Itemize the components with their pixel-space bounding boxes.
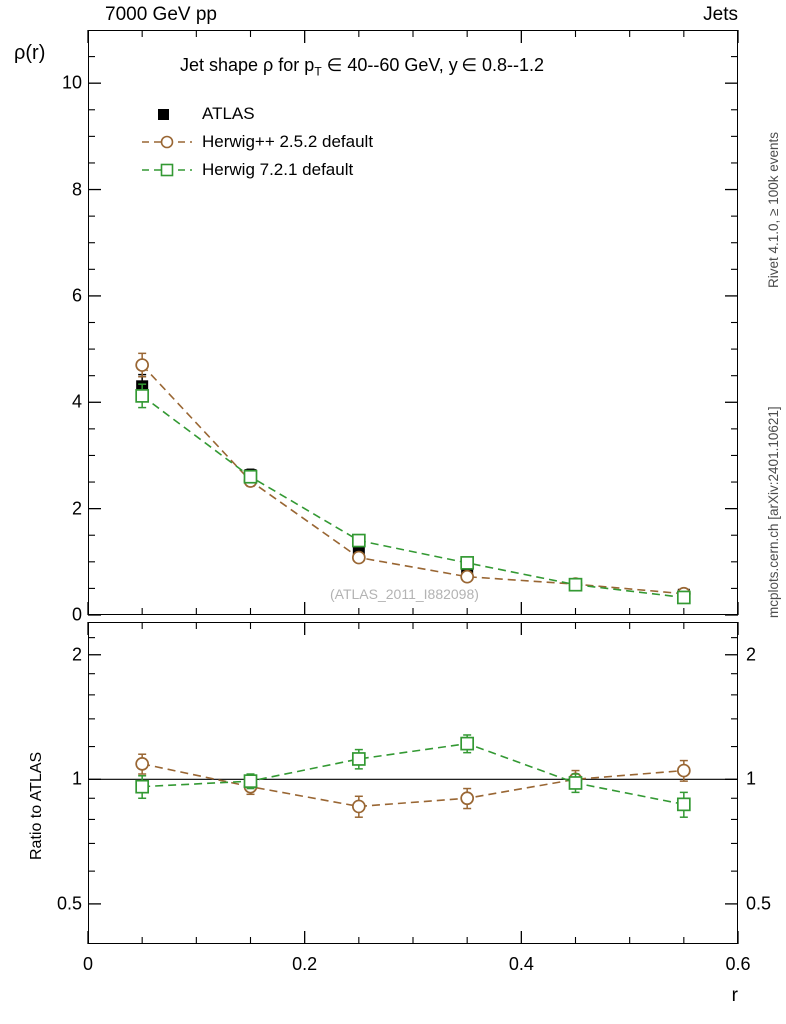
header-left-label: 7000 GeV pp xyxy=(105,4,217,25)
y-tick-label-ratio-left-0: 0.5 xyxy=(56,893,82,914)
y-tick-label-main-4: 8 xyxy=(71,179,82,200)
x-axis-label: r xyxy=(731,985,738,1006)
x-tick-label-1: 0.2 xyxy=(292,954,318,974)
mcplots-source-caption: mcplots.cern.ch [arXiv:2401.10621] xyxy=(766,406,781,618)
x-tick-label-0: 0 xyxy=(82,954,94,974)
y-tick-label-ratio-left-2: 2 xyxy=(71,644,82,665)
legend-item-herwig7 xyxy=(140,156,373,184)
y-tick-label-main-2: 4 xyxy=(71,391,82,412)
y-tick-label-main-1: 2 xyxy=(71,498,82,519)
x-tick-label-2: 0.4 xyxy=(508,954,534,974)
legend-marker-herwigpp xyxy=(140,132,194,152)
y-tick-label-ratio-right-1: 1 xyxy=(746,768,757,789)
legend-item-herwigpp xyxy=(140,128,373,156)
y-tick-label-ratio-right-0: 0.5 xyxy=(746,893,772,914)
y-tick-label-ratio-left-1: 1 xyxy=(71,768,82,789)
legend-label-herwigpp: Herwig++ 2.5.2 default xyxy=(202,132,374,151)
y-tick-label-ratio-right-2: 2 xyxy=(746,644,757,665)
header-right-label: Jets xyxy=(703,4,738,25)
y-axis-label-main: ρ(r) xyxy=(14,42,46,64)
y-tick-label-main-3: 6 xyxy=(71,285,82,306)
legend xyxy=(140,100,373,184)
rivet-version-caption: Rivet 4.1.0, ≥ 100k events xyxy=(766,132,781,288)
legend-marker-herwig7 xyxy=(140,160,194,180)
plot-title: Jet shape ρ for $p_T$ ∈ 40--60 GeV, y ∈ 0.8--1.2 xyxy=(180,55,545,79)
legend-label-atlas: ATLAS xyxy=(202,104,255,123)
legend-marker-atlas xyxy=(140,104,194,124)
x-tick-label-3: 0.6 xyxy=(725,954,751,974)
legend-label-herwig7: Herwig 7.2.1 default xyxy=(202,160,354,179)
y-tick-label-main-5: 10 xyxy=(61,72,82,93)
y-tick-label-main-0: 0 xyxy=(71,604,82,625)
legend-item-atlas xyxy=(140,100,373,128)
ratio-plot-frame xyxy=(88,622,738,944)
y-axis-label-ratio: Ratio to ATLAS xyxy=(28,751,45,860)
analysis-watermark: (ATLAS_2011_I882098) xyxy=(330,586,479,602)
